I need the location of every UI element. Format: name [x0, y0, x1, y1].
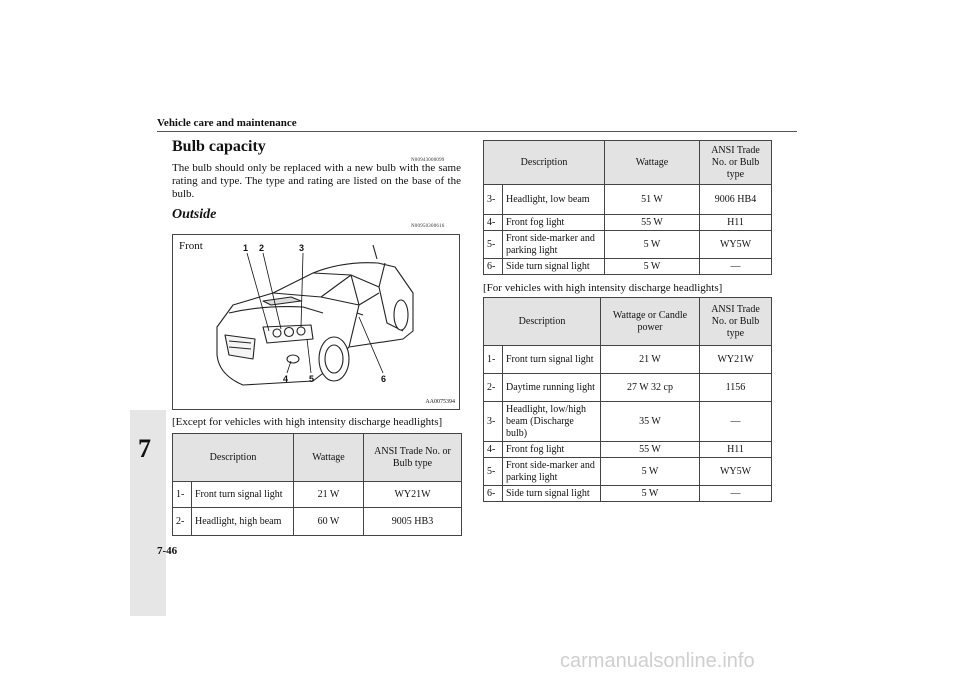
table-row: 2- Daytime running light 27 W 32 cp 1156: [484, 374, 772, 402]
col-wattage: Wattage: [294, 434, 364, 482]
table-row: 4- Front fog light 55 W H11: [484, 215, 772, 231]
col-ansi: ANSI Trade No. or Bulb type: [364, 434, 462, 482]
subsection-title: Outside: [172, 207, 217, 222]
watermark-link[interactable]: carmanualsonline.info: [560, 650, 755, 672]
page-number: 7-46: [157, 545, 178, 557]
col-wattage: Wattage or Candle power: [601, 298, 700, 346]
col-description: Description: [173, 434, 294, 482]
bulb-table-except-hid: [172, 433, 462, 536]
table-row: 2- Headlight, high beam 60 W 9005 HB3: [173, 508, 462, 536]
callout-2: 2: [259, 243, 265, 253]
callout-4: 4: [283, 374, 289, 384]
chapter-number: 7: [138, 434, 151, 463]
car-illustration: [173, 235, 460, 410]
callout-1: 1: [243, 243, 249, 253]
table-row: 5- Front side-marker and parking light 5 W WY5W: [484, 458, 772, 486]
col-ansi: ANSI Trade No. or Bulb type: [700, 298, 772, 346]
table-row: 1- Front turn signal light 21 W WY21W: [484, 346, 772, 374]
subtitle-ref-code: N00950300616: [411, 224, 445, 229]
figure-label: Front: [179, 240, 203, 252]
col-description: Description: [484, 298, 601, 346]
title-ref-code: N00943000099: [411, 158, 445, 163]
table-row: 4- Front fog light 55 W H11: [484, 442, 772, 458]
table-row: 5- Front side-marker and parking light 5 W WY5W: [484, 231, 772, 259]
callout-5: 5: [309, 374, 315, 384]
col-description: Description: [484, 141, 605, 185]
caption-except-hid: [Except for vehicles with high intensity discharge headlights]: [172, 416, 443, 428]
col-wattage: Wattage: [605, 141, 700, 185]
page-title: Bulb capacity: [172, 138, 266, 155]
bulb-table-continued: [483, 140, 772, 275]
intro-paragraph: The bulb should only be replaced with a new bulb with the same rating and type. The type and rating are listed on the base of the bulb.: [172, 162, 461, 200]
table-row: 6- Side turn signal light 5 W —: [484, 259, 772, 275]
bulb-table-hid: [483, 297, 772, 502]
caption-for-hid: [For vehicles with high intensity discharge headlights]: [483, 282, 723, 294]
figure-code: AA0075394: [425, 399, 455, 405]
header-rule: [157, 131, 797, 132]
table-row: 3- Headlight, low/high beam (Discharge bulb) 35 W —: [484, 402, 772, 442]
callout-6: 6: [381, 374, 387, 384]
col-ansi: ANSI Trade No. or Bulb type: [700, 141, 772, 185]
table-row: 3- Headlight, low beam 51 W 9006 HB4: [484, 185, 772, 215]
table-row: 1- Front turn signal light 21 W WY21W: [173, 482, 462, 508]
car-front-figure: [172, 234, 460, 410]
callout-3: 3: [299, 243, 305, 253]
section-header: Vehicle care and maintenance: [157, 117, 297, 129]
table-row: 6- Side turn signal light 5 W —: [484, 486, 772, 502]
